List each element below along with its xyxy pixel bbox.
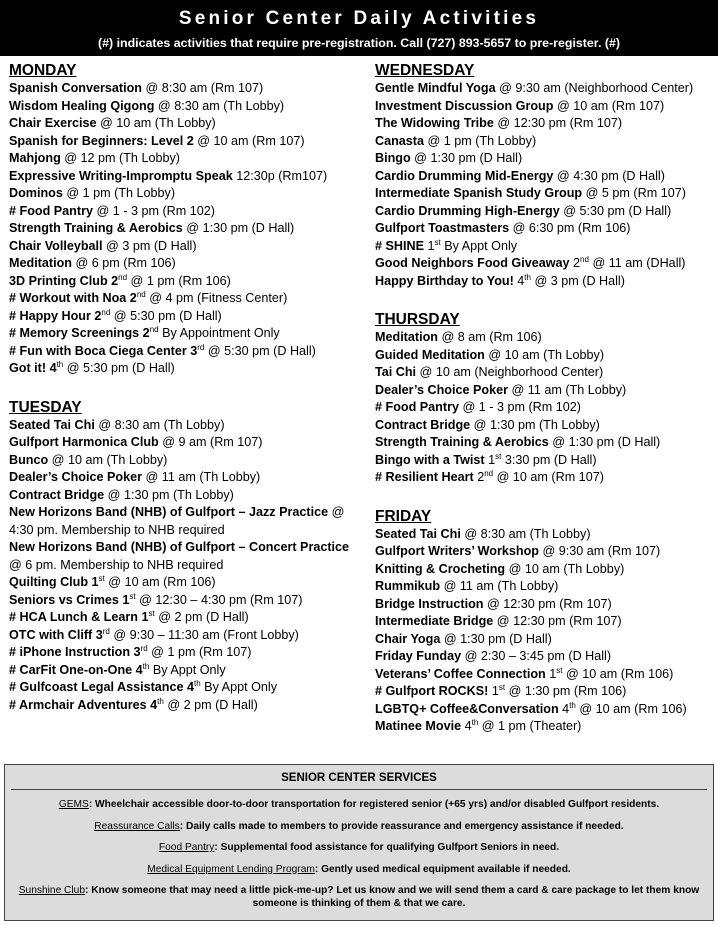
- ordinal-suffix: th: [157, 696, 164, 706]
- activity-detail: @ 12 pm (Th Lobby): [60, 151, 180, 165]
- activity-entry: [9, 627, 364, 645]
- activity-detail: @ 6:30 pm (Rm 106): [509, 221, 631, 235]
- activity-name: # Fun with Boca Ciega Center 3: [9, 343, 198, 358]
- ordinal-suffix: nd: [580, 254, 589, 264]
- activity-name: LGBTQ+ Coffee&Conversation: [375, 701, 559, 716]
- activity-name: # iPhone Instruction 3: [9, 645, 141, 659]
- activity-entry: [9, 98, 364, 116]
- activity-detail: @ 1:30 pm (D Hall): [440, 631, 552, 646]
- activity-entry: [9, 469, 364, 487]
- activity-name: Chair Yoga: [375, 631, 441, 646]
- activity-name: Friday Funday: [375, 649, 462, 663]
- activity-detail: @ 9:30 am (Neighborhood Center): [495, 81, 694, 95]
- activity-detail: By Appt Only: [149, 662, 226, 677]
- activity-name: Cardio Drumming High-Energy: [375, 203, 560, 218]
- activity-name: Cardio Drumming Mid-Energy: [375, 168, 554, 183]
- activity-name: Chair Exercise: [9, 116, 97, 130]
- activity-entry: [375, 718, 710, 736]
- activity-detail: @ 5:30 pm (D Hall): [559, 203, 672, 218]
- activity-entry: [375, 80, 710, 98]
- activity-entry: [9, 133, 364, 151]
- activity-name: Gentle Mindful Yoga: [375, 81, 496, 95]
- day-heading: MONDAY: [9, 62, 77, 79]
- activity-detail: @ 9:30 – 11:30 am (Front Lobby): [109, 627, 299, 642]
- activity-list: [375, 526, 710, 736]
- right-column: [375, 61, 710, 736]
- activity-name: Strength Training & Aerobics: [9, 221, 183, 235]
- activity-detail: @ 8:30 am (Th Lobby): [94, 417, 225, 432]
- ordinal-suffix: st: [129, 591, 136, 601]
- ordinal-suffix: st: [556, 665, 563, 675]
- activity-name: Happy Birthday to You!: [375, 273, 514, 288]
- activity-detail: @ 8:30 am (Th Lobby): [460, 526, 591, 541]
- ordinal-suffix: nd: [118, 272, 128, 282]
- activity-week: 4: [461, 719, 472, 733]
- activity-detail: @ 9 am (Rm 107): [158, 435, 263, 449]
- activity-detail: @ 4 pm (Fitness Center): [145, 291, 288, 305]
- activity-entry: [9, 434, 364, 452]
- activity-name: # Food Pantry: [9, 203, 93, 218]
- activity-detail: @ 1:30 pm (Th Lobby): [104, 487, 234, 502]
- activity-name: Spanish Conversation: [9, 81, 142, 95]
- service-description: : Supplemental food assistance for qualifying Gulfport Seniors in need.: [214, 842, 560, 853]
- activity-detail: @ 1:30 pm (D Hall): [548, 435, 661, 449]
- activity-detail: @ 6 pm (Rm 106): [71, 256, 176, 270]
- activity-entry: [9, 574, 364, 592]
- page-subtitle: (#) indicates activities that require pre-registration. Call (727) 893-5657 to pre-register. (#): [98, 36, 620, 50]
- activity-detail: @ 10 am (Th Lobby): [484, 347, 605, 362]
- activity-entry: [375, 150, 710, 168]
- activity-name: Wisdom Healing Qigong: [9, 98, 155, 113]
- activity-detail: @ 2 pm (D Hall): [163, 697, 258, 712]
- ordinal-suffix: nd: [149, 324, 159, 334]
- activity-detail: @ 5:30 pm (D Hall): [110, 308, 222, 323]
- activity-detail: @ 8 am (Rm 106): [437, 330, 542, 344]
- day-monday: [9, 61, 364, 378]
- activity-name: # Workout with Noa 2: [9, 291, 137, 305]
- activity-name: Seniors vs Crimes 1: [9, 592, 130, 607]
- activity-name: # SHINE: [375, 238, 424, 253]
- activity-entry: [9, 308, 364, 326]
- activity-name: Veterans’ Coffee Connection: [375, 666, 546, 681]
- activity-week: 1: [424, 238, 435, 253]
- activity-entry: [375, 98, 710, 116]
- activity-name: Meditation: [375, 330, 438, 344]
- activity-detail: @ 10 am (Rm 106): [562, 666, 674, 681]
- activity-name: # Armchair Adventures 4: [9, 697, 158, 712]
- service-name: Reassurance Calls: [94, 820, 180, 832]
- day-thursday: [375, 310, 710, 487]
- activity-detail: @ 1:30 pm (Th Lobby): [470, 417, 600, 432]
- activity-name: # HCA Lunch & Learn 1: [9, 610, 149, 624]
- ordinal-suffix: st: [148, 608, 155, 618]
- activity-detail: @ 1:30 pm (Rm 106): [505, 684, 627, 698]
- activity-detail: @ 2:30 – 3:45 pm (D Hall): [461, 649, 612, 663]
- activity-detail: @ 12:30 pm (Rm 107): [493, 116, 623, 130]
- activity-detail: @ 8:30 am (Th Lobby): [154, 98, 285, 113]
- activity-detail: @ 11 am (Th Lobby): [142, 470, 261, 484]
- service-item: [5, 799, 713, 812]
- activity-entry: [9, 697, 364, 715]
- service-item: [5, 864, 713, 877]
- activity-name: Got it! 4: [9, 361, 57, 375]
- service-description: : Gently used medical equipment available if needed.: [314, 863, 571, 875]
- activity-name: Bingo with a Twist: [375, 452, 485, 467]
- activity-name: # Resilient Heart: [375, 470, 474, 484]
- activity-detail: @ 10 am (Th Lobby): [96, 116, 216, 130]
- activity-name: 3D Printing Club 2: [9, 273, 119, 288]
- activity-name: Rummikub: [375, 579, 441, 593]
- activity-name: Quilting Club 1: [9, 575, 99, 589]
- activity-detail: 12:30p (Rm107): [232, 168, 328, 183]
- activity-entry: [375, 596, 710, 614]
- activity-entry: [375, 133, 710, 151]
- activity-name: New Horizons Band (NHB) of Gulfport – Jazz Practice: [9, 505, 329, 519]
- activity-detail: @ 1 pm (Rm 106): [127, 273, 231, 288]
- activity-name: Expressive Writing-Impromptu Speak: [9, 168, 233, 183]
- activity-list: [9, 80, 364, 378]
- page-header: [0, 0, 718, 56]
- activity-detail: @ 12:30 – 4:30 pm (Rm 107): [135, 592, 303, 607]
- service-description: : Daily calls made to members to provide reassurance and emergency assistance if needed.: [179, 820, 624, 832]
- service-description: : Wheelchair accessible door-to-door transportation for registered senior (+65 yrs) and/or disabled Gulfport residents.: [88, 799, 660, 810]
- activity-entry: [375, 434, 710, 452]
- activity-week: 1: [545, 666, 557, 681]
- activity-name: Intermediate Bridge: [375, 614, 494, 628]
- activity-week: 1: [488, 684, 499, 698]
- activity-entry: [9, 325, 364, 343]
- day-heading: THURSDAY: [375, 311, 460, 328]
- activity-entry: [9, 609, 364, 627]
- day-heading: WEDNESDAY: [375, 62, 475, 79]
- activity-detail: @ 1 pm (Th Lobby): [424, 133, 537, 148]
- activity-entry: [375, 168, 710, 186]
- day-friday: [375, 507, 710, 736]
- activity-list: [375, 80, 710, 290]
- activity-entry: [375, 526, 710, 544]
- activity-detail: @ 10 am (Th Lobby): [505, 561, 625, 576]
- activity-entry: [375, 115, 710, 133]
- activity-detail: @ 12:30 pm (Rm 107): [483, 596, 612, 611]
- activity-entry: [375, 543, 710, 561]
- activity-entry: [375, 203, 710, 221]
- activity-entry: [375, 329, 710, 347]
- service-name: Medical Equipment Lending Program: [147, 863, 315, 875]
- ordinal-suffix: th: [142, 661, 150, 671]
- activity-detail: @ 9:30 am (Rm 107): [538, 544, 661, 558]
- activity-name: Seated Tai Chi: [375, 526, 461, 541]
- activity-name: # Food Pantry: [375, 400, 459, 414]
- activity-entry: [375, 255, 710, 273]
- activity-entry: [375, 648, 710, 666]
- activity-week: 4: [558, 701, 570, 716]
- activity-entry: [375, 613, 710, 631]
- activity-entry: [9, 115, 364, 133]
- page-title: Senior Center Daily Activities: [178, 8, 540, 29]
- activity-detail: @ 6 pm. Membership to NHB required: [9, 557, 224, 572]
- activity-name: Dealer’s Choice Poker: [9, 470, 142, 484]
- activity-detail: @ 5:30 pm (D Hall): [204, 343, 316, 358]
- activity-detail: @ 5:30 pm (D Hall): [63, 361, 175, 375]
- activity-entry: [9, 504, 364, 539]
- ordinal-suffix: rd: [197, 342, 205, 352]
- ordinal-suffix: rd: [140, 643, 148, 653]
- activity-name: # Memory Screenings 2: [9, 326, 150, 340]
- activity-entry: [9, 417, 364, 435]
- activity-name: Gulfport Toastmasters: [375, 221, 510, 235]
- activity-entry: [375, 364, 710, 382]
- activity-name: Guided Meditation: [375, 347, 485, 362]
- left-column: [9, 61, 364, 714]
- activity-name: # CarFit One-on-One 4: [9, 662, 143, 677]
- activity-entry: [9, 80, 364, 98]
- ordinal-suffix: st: [498, 682, 506, 692]
- service-item: [5, 821, 713, 834]
- service-description: : Know someone that may need a little pick-me-up? Let us know and we will send them a card & care package to let them know someone is thinking of them & that we care.: [85, 885, 700, 909]
- day-heading: TUESDAY: [9, 398, 82, 416]
- ordinal-suffix: th: [471, 717, 479, 727]
- activity-name: Dealer’s Choice Poker: [375, 382, 508, 397]
- activity-entry: [9, 273, 364, 291]
- activity-entry: [375, 666, 710, 684]
- ordinal-suffix: th: [56, 359, 64, 369]
- activity-detail: 3:30 pm (D Hall): [501, 452, 597, 467]
- activity-entry: [9, 539, 364, 574]
- activity-name: Good Neighbors Food Giveaway: [375, 256, 570, 270]
- activity-entry: [375, 347, 710, 365]
- activity-detail: @ 10 am (Rm 107): [193, 133, 305, 148]
- activity-entry: [9, 679, 364, 697]
- activity-name: # Gulfcoast Legal Assistance 4: [9, 680, 195, 694]
- activity-entry: [9, 343, 364, 361]
- activity-entry: [9, 220, 364, 238]
- service-name: Food Pantry: [158, 842, 215, 853]
- activity-name: Gulfport Writers’ Workshop: [375, 544, 539, 558]
- activity-detail: @ 4:30 pm. Membership to NHB required: [9, 505, 345, 537]
- activity-entry: [375, 417, 710, 435]
- activity-name: Gulfport Harmonica Club: [9, 435, 159, 449]
- activity-name: OTC with Cliff 3: [9, 627, 103, 642]
- activity-name: Intermediate Spanish Study Group: [375, 186, 583, 200]
- activity-entry: [375, 220, 710, 238]
- activity-detail: @ 10 am (Th Lobby): [48, 452, 168, 467]
- service-item: [5, 885, 713, 910]
- activity-detail: @ 11 am (DHall): [588, 256, 686, 270]
- activity-name: Contract Bridge: [9, 487, 105, 502]
- activity-week: 2: [569, 256, 581, 270]
- activity-name: Tai Chi: [375, 365, 417, 379]
- activity-name: Dominos: [9, 186, 63, 200]
- activity-week: 2: [473, 470, 485, 484]
- activity-entry: [375, 273, 710, 291]
- activity-detail: @ 10 am (Rm 107): [493, 470, 604, 484]
- activity-entry: [9, 255, 364, 273]
- activity-name: # Happy Hour 2: [9, 308, 102, 323]
- activity-entry: [375, 469, 710, 487]
- activity-detail: By Appointment Only: [158, 326, 280, 340]
- activity-detail: @ 10 am (Rm 107): [553, 98, 665, 113]
- activity-name: Canasta: [375, 133, 424, 148]
- activity-detail: @ 3 pm (D Hall): [530, 273, 625, 288]
- day-tuesday: [9, 398, 364, 715]
- activity-detail: By Appt Only: [440, 238, 518, 253]
- activity-name: Investment Discussion Group: [375, 98, 554, 113]
- day-wednesday: [375, 61, 710, 290]
- activity-detail: @ 11 am (Th Lobby): [508, 382, 627, 397]
- activity-week: 4: [513, 273, 525, 288]
- activity-name: Bingo: [375, 151, 411, 165]
- activity-entry: [9, 644, 364, 662]
- activity-detail: @ 5 pm (Rm 107): [582, 186, 686, 200]
- activity-detail: @ 11 am (Th Lobby): [440, 579, 559, 593]
- ordinal-suffix: st: [98, 573, 105, 583]
- service-name: GEMS: [58, 799, 89, 810]
- activity-entry: [9, 452, 364, 470]
- activity-detail: @ 1 pm (Th Lobby): [62, 186, 176, 200]
- activity-detail: @ 1 - 3 pm (Rm 102): [92, 203, 215, 218]
- activity-entry: [375, 683, 710, 701]
- activity-week: 1: [484, 452, 496, 467]
- ordinal-suffix: rd: [102, 626, 110, 636]
- activity-entry: [375, 578, 710, 596]
- service-name: Sunshine Club: [18, 885, 86, 896]
- ordinal-suffix: nd: [484, 468, 494, 478]
- activity-entry: [9, 662, 364, 680]
- activity-list: [9, 417, 364, 715]
- activity-name: Matinee Movie: [375, 719, 462, 733]
- activity-detail: @ 10 am (Rm 106): [104, 575, 216, 589]
- activity-entry: [9, 592, 364, 610]
- ordinal-suffix: nd: [136, 289, 146, 299]
- activity-name: Mahjong: [9, 151, 61, 165]
- activity-entry: [9, 150, 364, 168]
- activity-detail: @ 10 am (Rm 106): [575, 701, 687, 716]
- activity-entry: [9, 360, 364, 378]
- activity-detail: @ 1:30 pm (D Hall): [410, 151, 523, 165]
- activity-name: Strength Training & Aerobics: [375, 435, 549, 449]
- ordinal-suffix: nd: [101, 307, 111, 317]
- activity-entry: [375, 701, 710, 719]
- activity-name: Contract Bridge: [375, 417, 471, 432]
- activity-detail: @ 1:30 pm (D Hall): [182, 221, 295, 235]
- activity-entry: [375, 238, 710, 256]
- activity-detail: @ 12:30 pm (Rm 107): [493, 614, 622, 628]
- activity-name: # Gulfport ROCKS!: [375, 684, 489, 698]
- services-box: [4, 764, 714, 921]
- activity-detail: @ 1 pm (Theater): [478, 719, 582, 733]
- service-item: [5, 842, 713, 855]
- activity-detail: @ 3 pm (D Hall): [102, 238, 197, 253]
- activity-name: Seated Tai Chi: [9, 417, 95, 432]
- activity-detail: @ 2 pm (D Hall): [154, 610, 249, 624]
- activity-detail: @ 1 - 3 pm (Rm 102): [458, 400, 581, 414]
- activity-name: Bridge Instruction: [375, 596, 484, 611]
- activity-list: [375, 329, 710, 487]
- activity-detail: @ 1 pm (Rm 107): [147, 645, 252, 659]
- activity-detail: @ 10 am (Neighborhood Center): [416, 365, 604, 379]
- activity-entry: [9, 203, 364, 221]
- activity-name: Spanish for Beginners: Level 2: [9, 133, 194, 148]
- activity-entry: [9, 487, 364, 505]
- activity-entry: [375, 382, 710, 400]
- activity-name: The Widowing Tribe: [375, 116, 494, 130]
- ordinal-suffix: th: [569, 700, 576, 710]
- services-list: [5, 799, 713, 910]
- activity-name: Meditation: [9, 256, 72, 270]
- activity-name: Bunco: [9, 452, 49, 467]
- ordinal-suffix: th: [524, 272, 531, 282]
- ordinal-suffix: st: [434, 237, 441, 247]
- day-heading: FRIDAY: [375, 507, 432, 525]
- activity-entry: [375, 452, 710, 470]
- activity-entry: [375, 399, 710, 417]
- activity-entry: [9, 168, 364, 186]
- activity-entry: [375, 631, 710, 649]
- services-title: SENIOR CENTER SERVICES: [11, 765, 707, 790]
- activity-entry: [9, 185, 364, 203]
- activity-name: New Horizons Band (NHB) of Gulfport – Concert Practice: [9, 540, 350, 554]
- activity-name: Knitting & Crocheting: [375, 561, 506, 576]
- activity-name: Chair Volleyball: [9, 238, 103, 253]
- ordinal-suffix: st: [495, 451, 502, 461]
- activity-entry: [9, 290, 364, 308]
- activity-detail: By Appt Only: [200, 680, 277, 694]
- activity-entry: [375, 561, 710, 579]
- ordinal-suffix: th: [194, 678, 201, 688]
- activity-entry: [9, 238, 364, 256]
- activity-detail: @ 4:30 pm (D Hall): [553, 168, 665, 183]
- activity-detail: @ 8:30 am (Rm 107): [141, 81, 264, 95]
- activity-entry: [375, 185, 710, 203]
